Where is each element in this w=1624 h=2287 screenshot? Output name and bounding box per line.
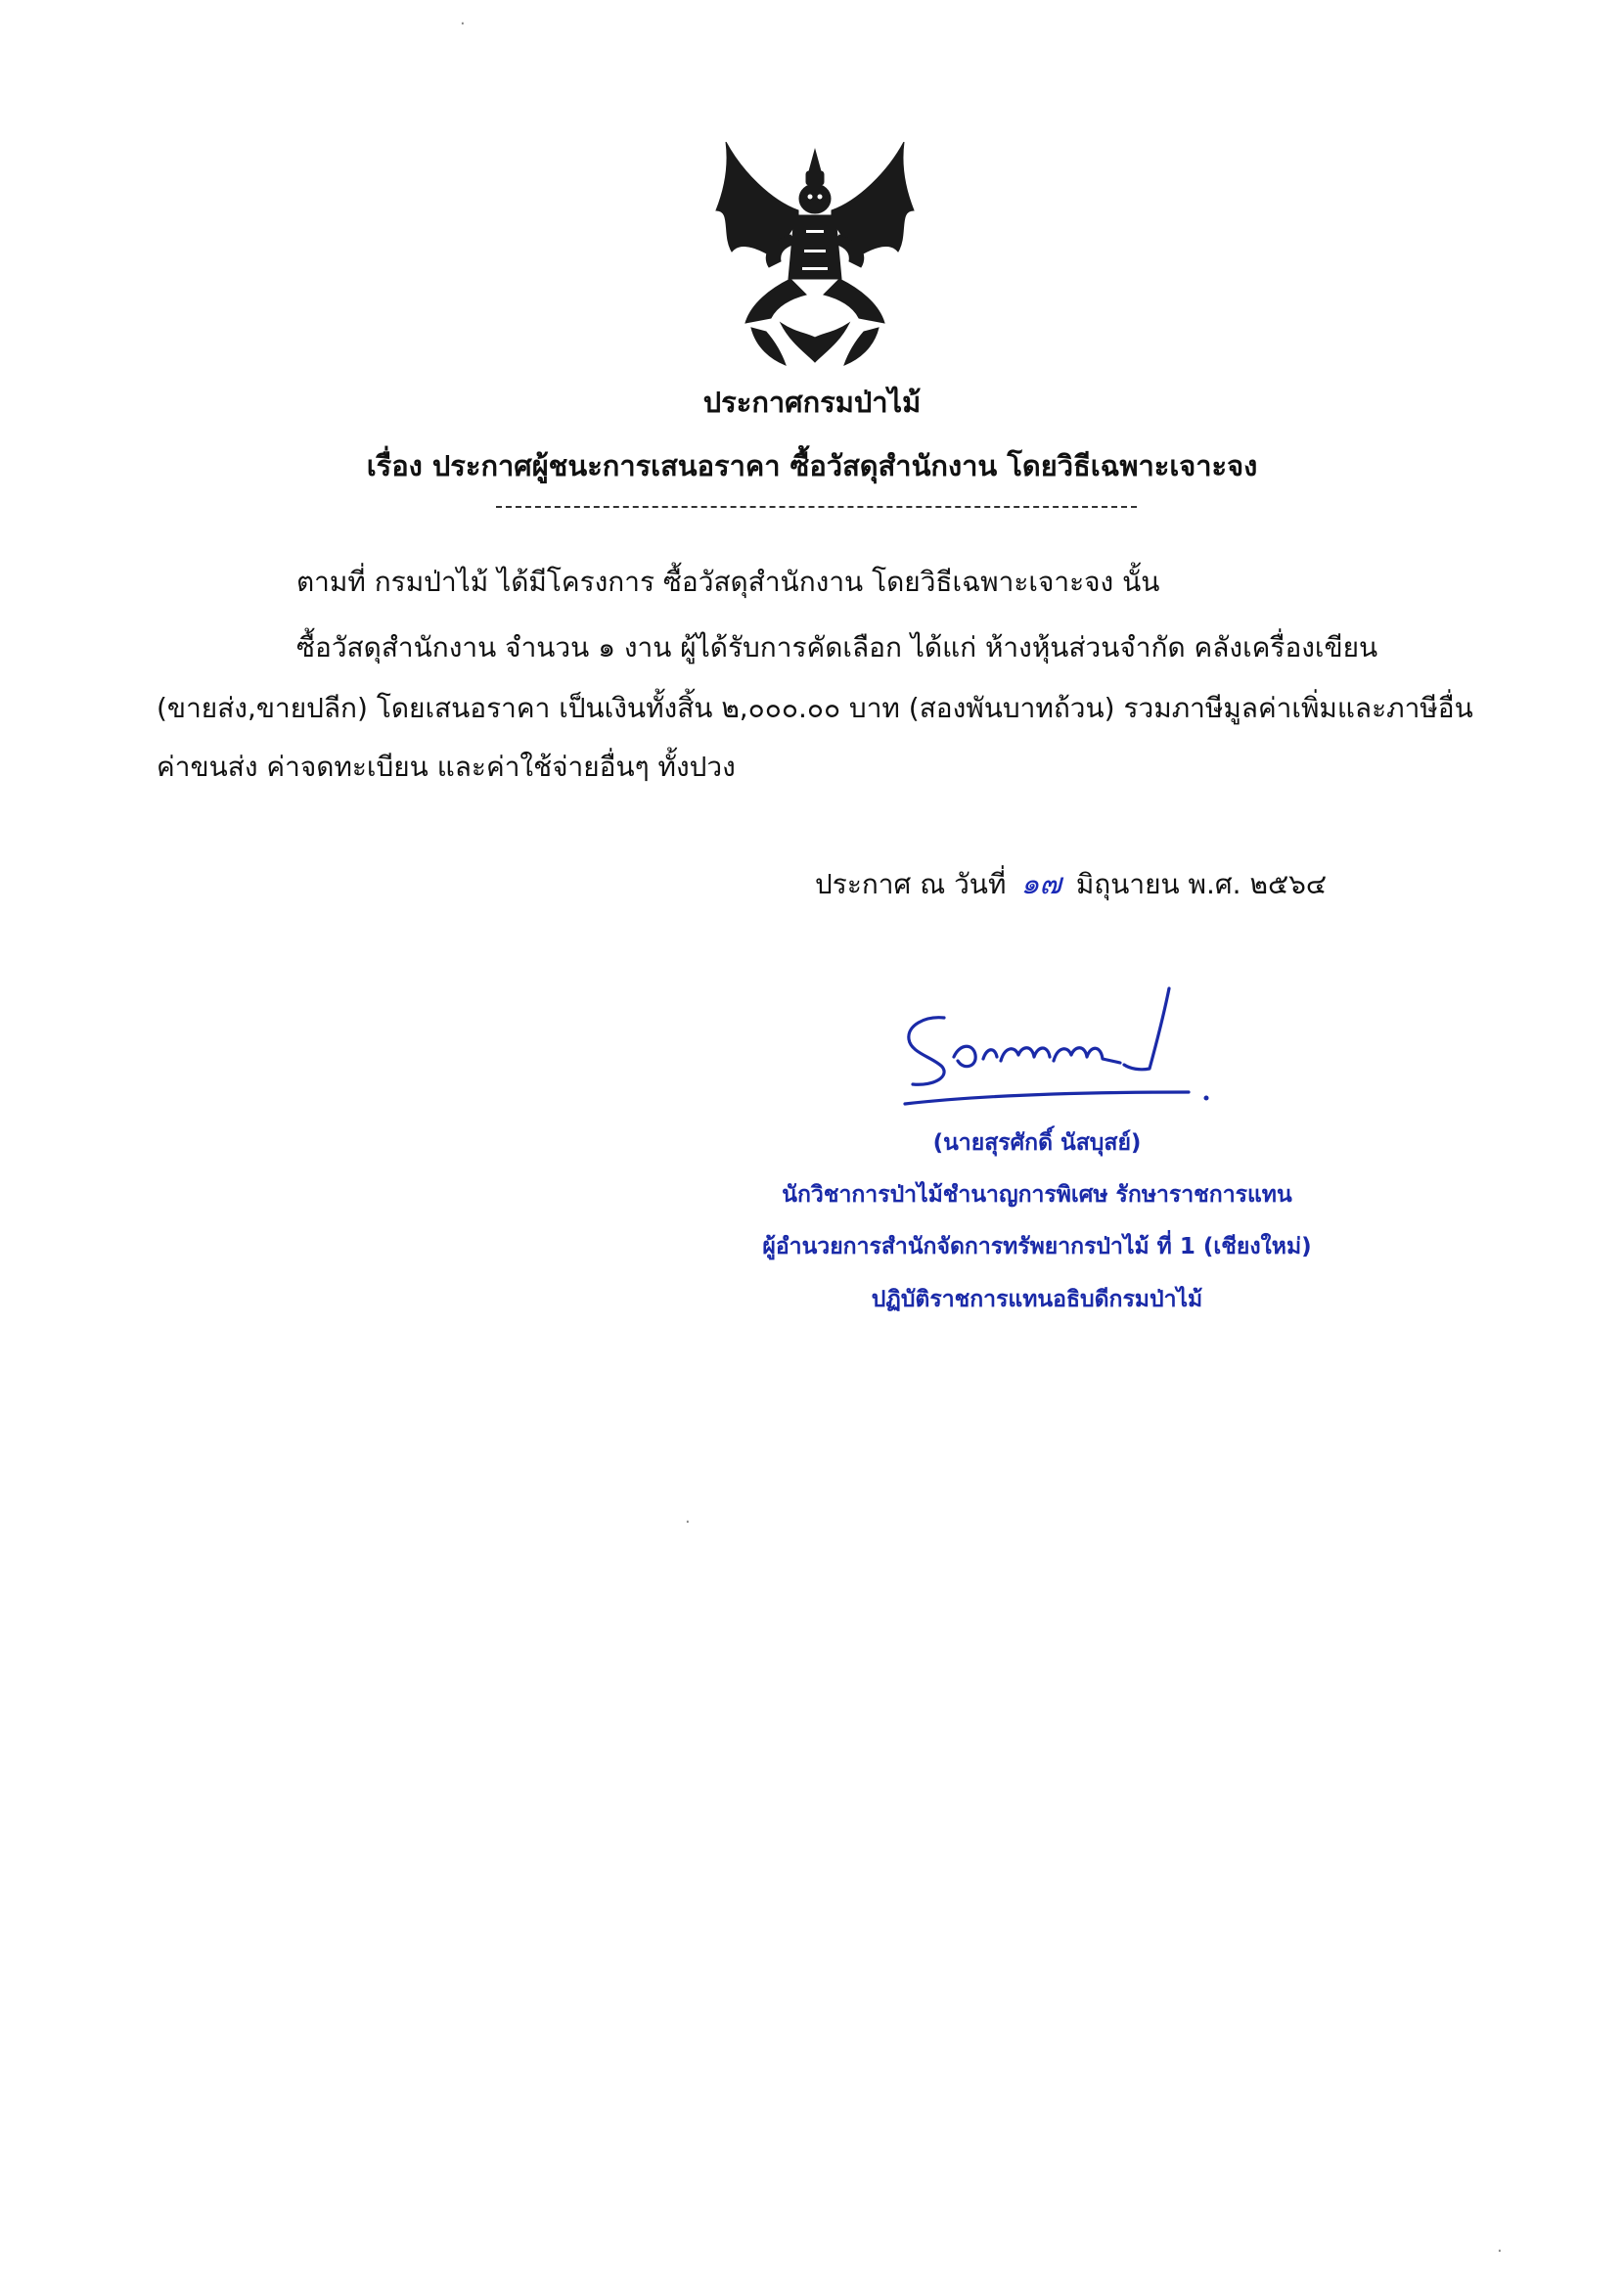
signer-position-3: ปฏิบัติราชการแทนอธิบดีกรมป่าไม้ bbox=[871, 1287, 1203, 1312]
date-suffix: มิถุนายน พ.ศ. ๒๕๖๔ bbox=[1075, 868, 1328, 900]
signer-position-2: ผู้อำนวยการสำนักจัดการทรัพยากรป่าไม้ ที่ 1 (เชียงใหม่) bbox=[762, 1234, 1312, 1259]
announcement-subject: เรื่อง ประกาศผู้ชนะการเสนอราคา ซื้อวัสดุสำนักงาน โดยวิธีเฉพาะเจาะจง bbox=[366, 449, 1258, 482]
body-paragraph-2-line-1: ซื้อวัสดุสำนักงาน จำนวน ๑ งาน ผู้ได้รับการคัดเลือก ได้แก่ ห้างหุ้นส่วนจำกัด คลังเครื่องเขียน bbox=[296, 631, 1378, 663]
date-day-handwritten: ๑๗ bbox=[1020, 867, 1061, 901]
body-paragraph-1: ตามที่ กรมป่าไม้ ได้มีโครงการ ซื้อวัสดุสำนักงาน โดยวิธีเฉพาะเจาะจง นั้น bbox=[296, 566, 1160, 598]
handwritten-signature bbox=[885, 979, 1218, 1116]
announcement-date bbox=[815, 861, 1327, 907]
title-divider bbox=[496, 506, 1137, 508]
announcement-title: ประกาศกรมป่าไม้ bbox=[702, 386, 922, 419]
signer-position-1: นักวิชาการป่าไม้ชำนาญการพิเศษ รักษาราชการแทน bbox=[782, 1182, 1292, 1208]
date-prefix: ประกาศ ณ วันที่ bbox=[815, 868, 1007, 900]
body-paragraph-2-line-2: (ขายส่ง,ขายปลีก) โดยเสนอราคา เป็นเงินทั้งสิ้น ๒,๐๐๐.๐๐ บาท (สองพันบาทถ้วน) รวมภาษีมูลค่าเพิ่มและภาษีอื่น bbox=[157, 692, 1473, 724]
scan-speck: · bbox=[460, 14, 466, 34]
scan-speck: · bbox=[685, 1512, 691, 1532]
scan-speck: · bbox=[1497, 2241, 1503, 2262]
signer-name: (นายสุรศักดิ์ นัสบุสย์) bbox=[932, 1130, 1142, 1156]
garuda-emblem-icon bbox=[712, 142, 918, 377]
body-paragraph-2-line-3: ค่าขนส่ง ค่าจดทะเบียน และค่าใช้จ่ายอื่นๆ ทั้งปวง bbox=[157, 751, 736, 783]
